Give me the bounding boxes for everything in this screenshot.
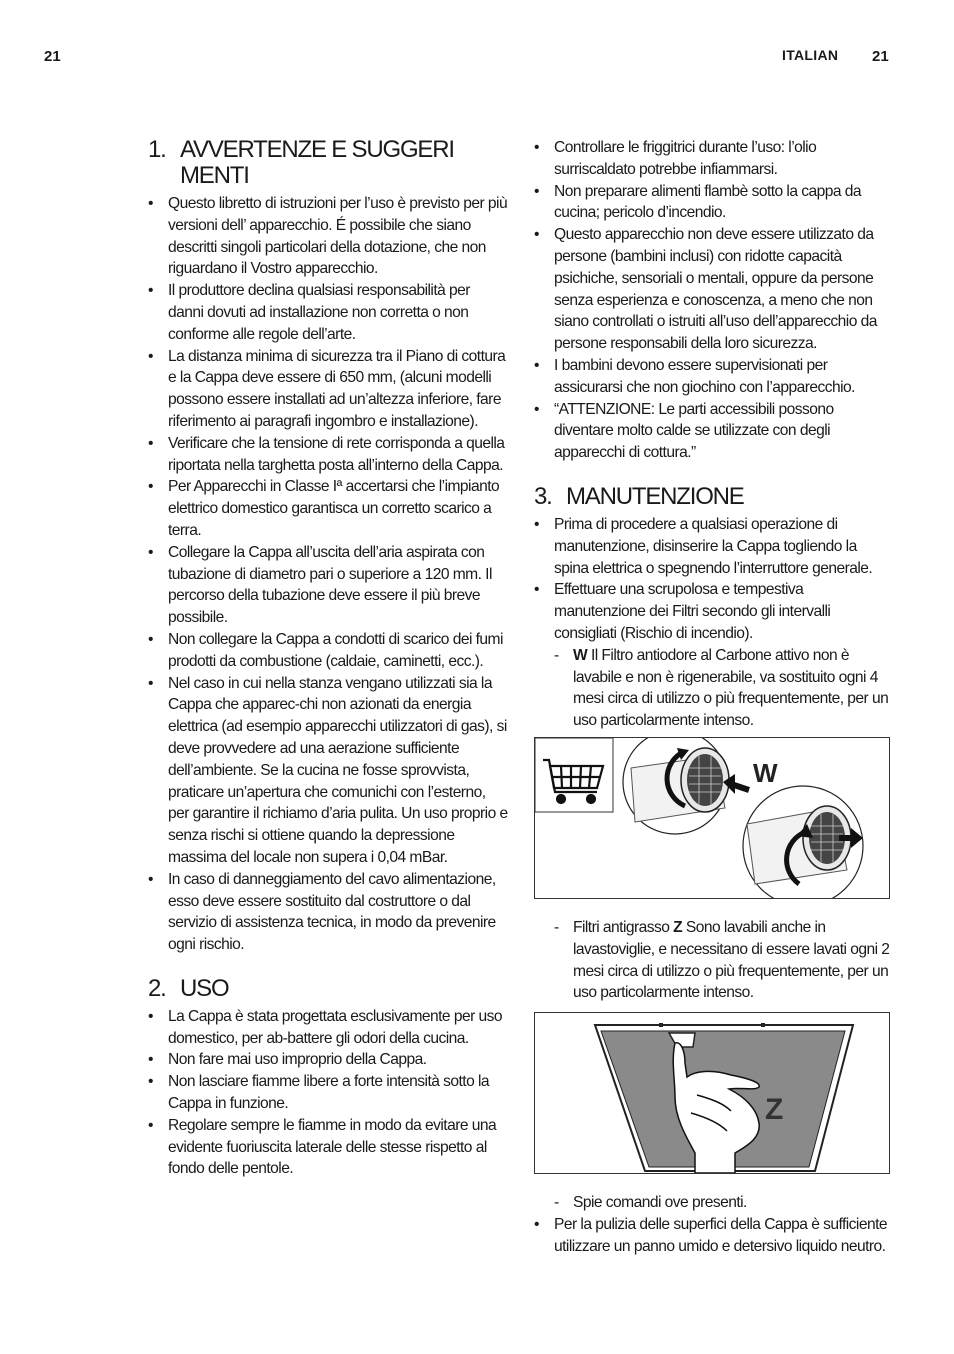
list-item: • Non fare mai uso improprio della Cappa. <box>148 1051 427 1069</box>
list-item: • Controllare le friggitrici durante l’uso: l’olio surriscaldato potrebbe infiammarsi. <box>534 139 817 178</box>
grease-filter-illustration <box>534 1012 890 1174</box>
carbon-filter-drawing <box>535 738 889 898</box>
list-item-carbon-filter: - W Il Filtro antiodore al Carbone attivo non è lavabile e non è rigenerabile, va sostituito ogni 4 mesi circa di utilizzo o più frequentemente, per un uso particolarmente intenso. <box>554 646 889 730</box>
list-item: • Non preparare alimenti flambè sotto la cappa da cucina; pericolo d’incendio. <box>534 182 862 222</box>
list-item: • La distanza minima di sicurezza tra il Piano di cottura e la Cappa deve essere di 650 mm, (alcuni modelli possono essere installati ad un’altezza inferiore, fare riferimento ai paragrafi ingombro e installazione). <box>148 347 506 430</box>
list-item-grease-filter: - Filtri antigrasso Z Sono lavabili anche in lavastoviglie, e necessitano di essere lavati ogni 2 mesi circa di utilizzo o più frequentemente, per un uso particolarmente intenso. <box>554 918 890 1002</box>
list-item: • Il produttore declina qualsiasi responsabilità per danni dovuti ad installazione non corretta o non conforme alle regole dell’arte. <box>148 282 470 343</box>
list-item: • Nel caso in cui nella stanza vengano utilizzati sia la Cappa che apparec-chi non azionati da energia elettrica (ad esempio apparecchi utilizzatori di gas), si deve provvedere ad una aerazione sufficiente dell’ambiente. Se la cucina ne fosse sprovvista, praticare un’apertura che comunichi con l’esterno, per garantire il richiamo d’aria pulita. Un uso proprio e senza rischi si ottiene quando la depressione massima del locale non supera i 0,04 mBar. <box>148 674 508 866</box>
list-item: • Per la pulizia delle superfici della Cappa è sufficiente utilizzare un panno umido e detersivo liquido neutro. <box>534 1215 887 1255</box>
list-item: • Per Apparecchi in Classe Iª accertarsi che l’impianto elettrico domestico garantisca un corretto scarico a terra. <box>148 478 500 539</box>
maintenance-list <box>534 514 894 732</box>
section-title-use: 2. USO <box>148 974 229 1002</box>
carbon-filter-illustration <box>534 737 890 899</box>
list-item: • In caso di danneggiamento del cavo alimentazione, esso deve essere sostituito dal costruttore o dal servizio di assistenza tecnica, in modo da prevenire ogni rischio. <box>148 870 496 954</box>
list-item: • Questo libretto di istruzioni per l’uso è previsto per più versioni dell’ apparecchio. É possibile che siano descritti singoli particolari della dotazione, che non riguardano il Vostro apparecchio. <box>148 195 508 278</box>
figure-label-w: W <box>753 757 778 788</box>
maintenance-list-final <box>534 1192 894 1257</box>
page-number-right: 21 <box>872 48 889 65</box>
hood-motor-view-2 <box>743 786 863 898</box>
left-column <box>148 137 508 1180</box>
use-list <box>148 1006 508 1180</box>
list-item: • Collegare la Cappa all’uscita dell’aria aspirata con tubazione di diametro pari o superiore a 120 mm. Il percorso della tubazione deve essere il più breve possibile. <box>148 543 492 627</box>
list-item: • Non lasciare fiamme libere a forte intensità sotto la Cappa in funzione. <box>148 1073 490 1113</box>
page-number-left: 21 <box>44 48 61 65</box>
list-item: • Verificare che la tensione di rete corrisponda a quella riportata nella targhetta posta all’interno della Cappa. <box>148 434 505 474</box>
list-item: • Non collegare la Cappa a condotti di scarico dei fumi prodotti da combustione (caldaie, caminetti, ecc.). <box>148 630 503 670</box>
hood-motor-view-1 <box>623 738 749 834</box>
list-item: • “ATTENZIONE: Le parti accessibili possono diventare molto calde se utilizzate con degli apparecchi di cottura.” <box>534 400 834 462</box>
list-item: • Effettuare una scrupolosa e tempestiva manutenzione dei Filtri secondo gli intervalli consigliati (Rischio di incendio). <box>534 581 831 642</box>
section-title-warnings: 1. AVVERTENZE E SUGGERI MENTI <box>148 136 454 189</box>
grease-filter-drawing <box>535 1013 889 1173</box>
right-column <box>534 137 894 1258</box>
figure-label-z: Z <box>765 1093 784 1127</box>
section-title-maintenance: 3. MANUTENZIONE <box>534 482 744 510</box>
list-item: • Prima di procedere a qualsiasi operazione di manutenzione, disinserire la Cappa togliendo la spina elettrica o spegnendo l’interruttore generale. <box>534 515 873 577</box>
list-item: • La Cappa è stata progettata esclusivamente per uso domestico, per ab-battere gli odori della cucina. <box>148 1007 502 1047</box>
warnings-list <box>148 193 508 956</box>
language-label: ITALIAN <box>782 47 839 63</box>
list-item: • Questo apparecchio non deve essere utilizzato da persone (bambini inclusi) con ridotte capacità psichiche, sensoriali o mentali, oppure da persone senza esperienza e conoscenza, a meno che non siano controllati o istruiti all’uso dell’apparecchio da persone responsabili della loro sicurezza. <box>534 226 877 353</box>
maintenance-list-grease <box>534 917 894 1004</box>
list-item: • I bambini devono essere supervisionati per assicurarsi che non giochino con l’apparecchio. <box>534 356 855 396</box>
list-item: • Regolare sempre le fiamme in modo da evitare una evidente fuoriuscita laterale delle stesse rispetto al fondo delle pentole. <box>148 1116 497 1178</box>
use-list-continued <box>534 137 894 464</box>
list-item-lights: - Spie comandi ove presenti. <box>554 1194 747 1212</box>
